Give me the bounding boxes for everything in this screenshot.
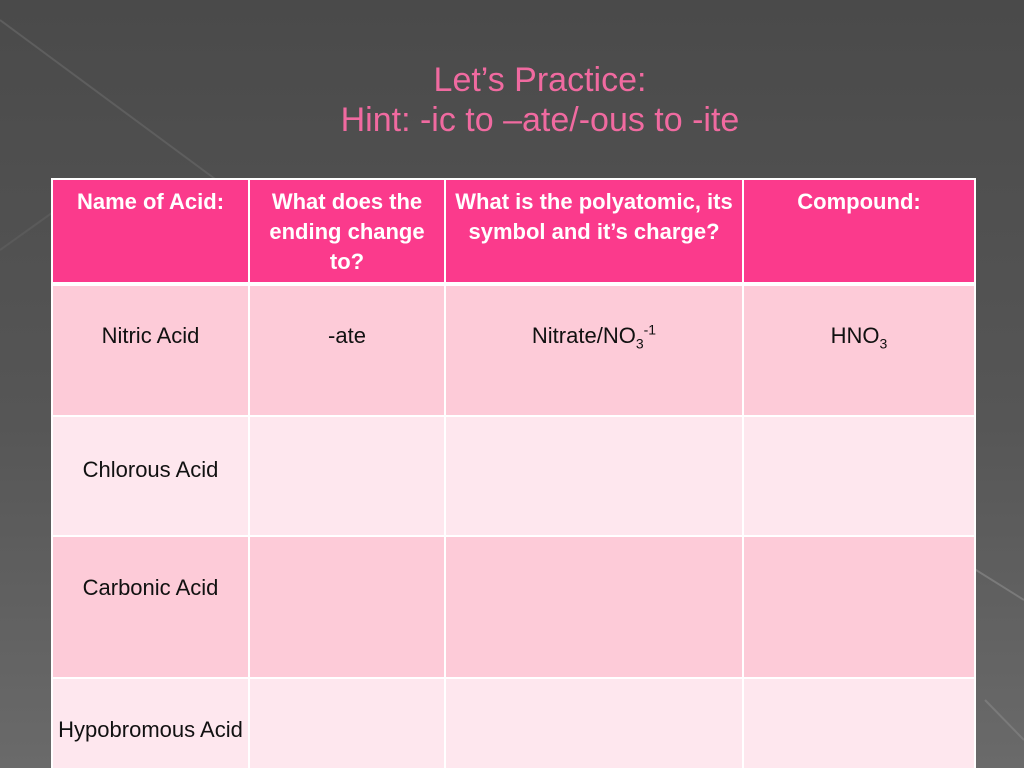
- cell-ending: [249, 416, 445, 536]
- cell-compound: [743, 284, 975, 416]
- cell-polyatomic: [445, 284, 743, 416]
- compound-subscript: 3: [879, 335, 888, 352]
- cell-acid-name: Chlorous Acid: [52, 416, 249, 536]
- compound-text: HNO: [830, 323, 880, 348]
- table-row: [52, 536, 975, 678]
- cell-polyatomic: [445, 536, 743, 678]
- polyatomic-text: Nitrate/NO: [531, 323, 636, 348]
- cell-compound: [743, 416, 975, 536]
- cell-polyatomic: [445, 416, 743, 536]
- cell-ending: -ate: [249, 284, 445, 416]
- polyatomic-subscript: 3: [635, 335, 644, 352]
- cell-compound: [743, 678, 975, 768]
- table-row: [52, 678, 975, 768]
- slide-title: [0, 60, 1024, 140]
- table-header-row: [52, 179, 975, 284]
- header-name-of-acid: Name of Acid:: [52, 179, 249, 284]
- cell-ending: [249, 536, 445, 678]
- cell-acid-name: Hypobromous Acid: [52, 678, 249, 768]
- title-line-1: Let’s Practice:: [433, 61, 647, 99]
- header-compound: Compound:: [743, 179, 975, 284]
- polyatomic-charge: -1: [643, 321, 657, 338]
- cell-acid-name: Nitric Acid: [52, 284, 249, 416]
- cell-acid-name: Carbonic Acid: [52, 536, 249, 678]
- practice-table: [51, 178, 976, 768]
- header-polyatomic: What is the polyatomic, its symbol and it’s charge?: [445, 179, 743, 284]
- header-ending-change: What does the ending change to?: [249, 179, 445, 284]
- cell-polyatomic: [445, 678, 743, 768]
- title-line-2: Hint: -ic to –ate/-ous to -ite: [340, 101, 740, 139]
- cell-ending: [249, 678, 445, 768]
- cell-compound: [743, 536, 975, 678]
- table-row: [52, 416, 975, 536]
- table-row: [52, 284, 975, 416]
